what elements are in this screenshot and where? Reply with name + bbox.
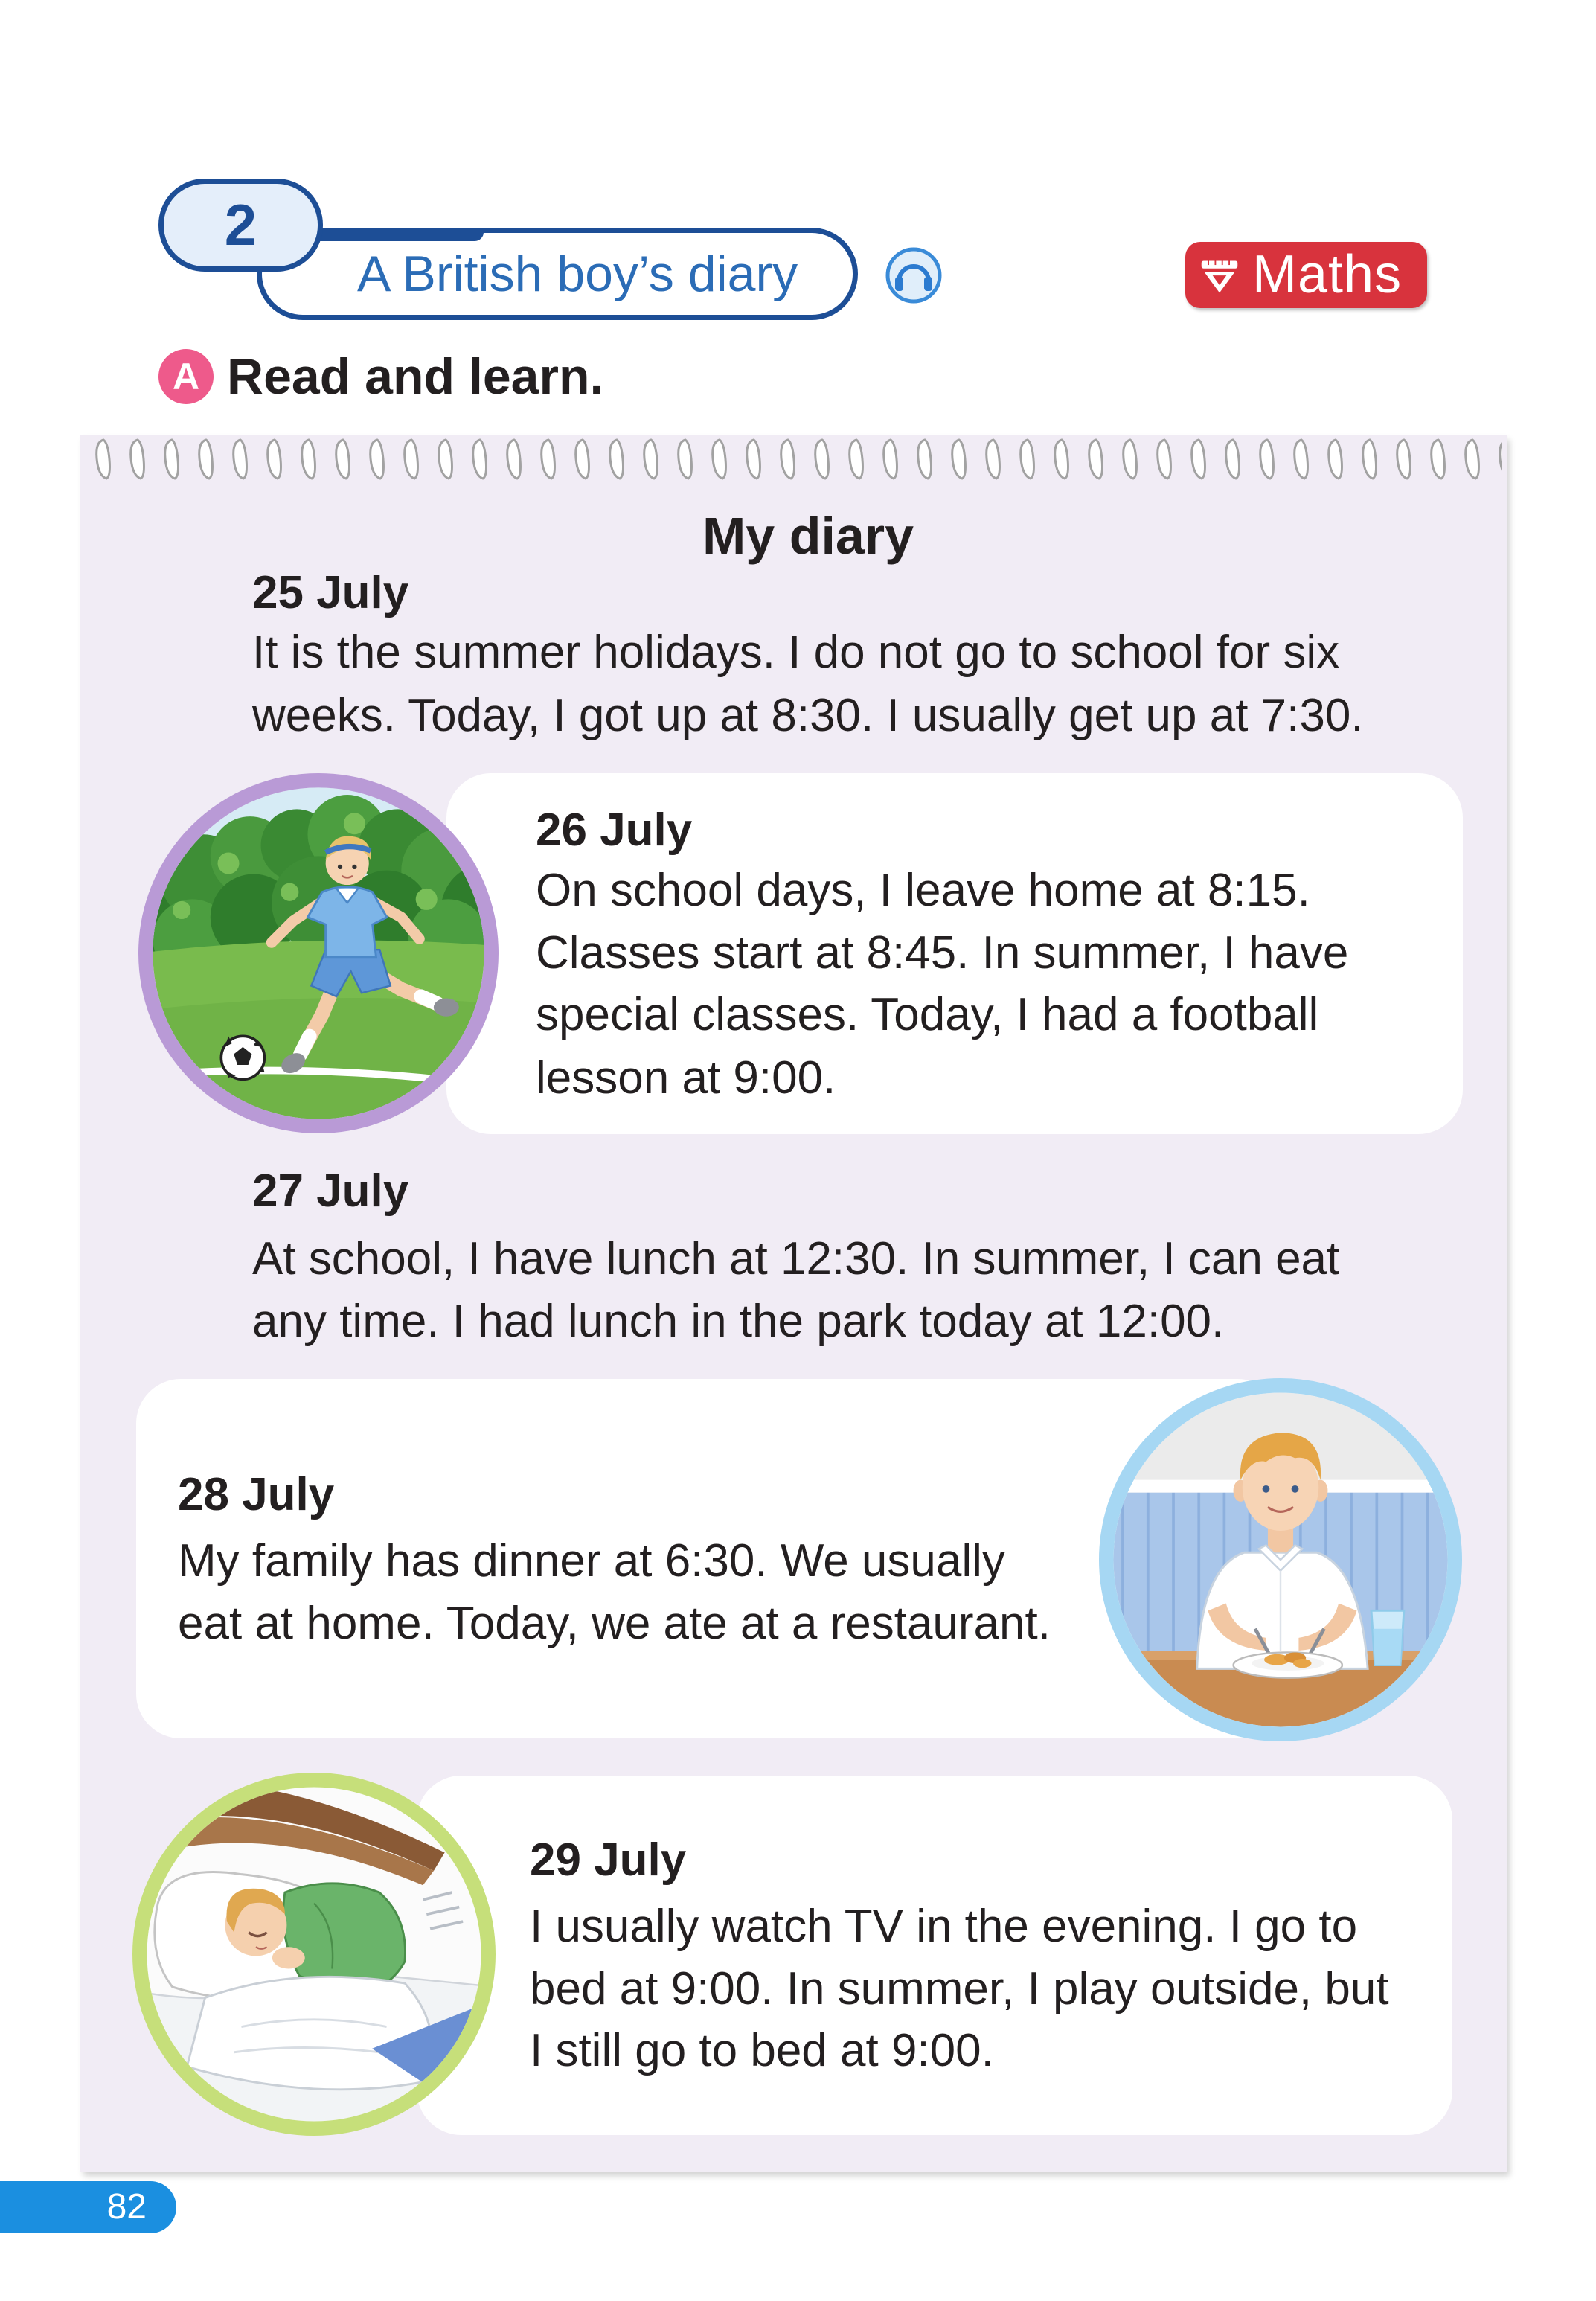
entry-date: 25 July <box>252 567 409 618</box>
dinner-illustration <box>1099 1378 1462 1741</box>
entry-line: special classes. Today, I had a football <box>536 989 1319 1040</box>
entry-line: bed at 9:00. In summer, I play outside, but <box>530 1963 1389 2014</box>
lesson-number: 2 <box>158 179 323 272</box>
entry-line: My family has dinner at 6:30. We usually <box>178 1535 1005 1587</box>
section-letter-badge: A <box>158 349 214 404</box>
entry-line: I still go to bed at 9:00. <box>530 2025 994 2076</box>
entry-date: 29 July <box>530 1834 687 1886</box>
entry-line: lesson at 9:00. <box>536 1052 836 1104</box>
sleeping-illustration <box>132 1773 496 2136</box>
entry-line: weeks. Today, I got up at 8:30. I usually get up at 7:30. <box>252 690 1364 741</box>
entry-line: any time. I had lunch in the park today at 12:00. <box>252 1296 1225 1347</box>
plate <box>1234 1652 1342 1677</box>
entry-line: It is the summer holidays. I do not go to school for six <box>252 627 1340 678</box>
entry-line: Classes start at 8:45. In summer, I have <box>536 927 1349 979</box>
entry-line: eat at home. Today, we ate at a restaurant. <box>178 1598 1051 1649</box>
water-glass <box>1371 1610 1404 1665</box>
entry-line: I usually watch TV in the evening. I go to <box>530 1901 1358 1952</box>
entry-date: 26 July <box>536 804 693 856</box>
spiral-binding <box>88 436 1502 482</box>
headphones-icon[interactable] <box>884 246 943 305</box>
page-number: 82 <box>0 2181 176 2233</box>
entry-date: 28 July <box>178 1469 335 1520</box>
entry-line: At school, I have lunch at 12:30. In summer, I can eat <box>252 1233 1340 1284</box>
lesson-title: A British boy’s diary <box>357 246 798 302</box>
diary-title: My diary <box>702 507 914 565</box>
blanket <box>187 1977 432 2089</box>
soccer-ball <box>221 1036 264 1079</box>
entry-date: 27 July <box>252 1165 409 1217</box>
ruler-icon <box>1199 255 1240 297</box>
football-illustration <box>138 773 499 1133</box>
entry-line: On school days, I leave home at 8:15. <box>536 865 1310 916</box>
section-instruction: Read and learn. <box>227 348 604 405</box>
subject-badge-label: Maths <box>1252 245 1403 304</box>
subject-badge <box>1185 242 1427 308</box>
